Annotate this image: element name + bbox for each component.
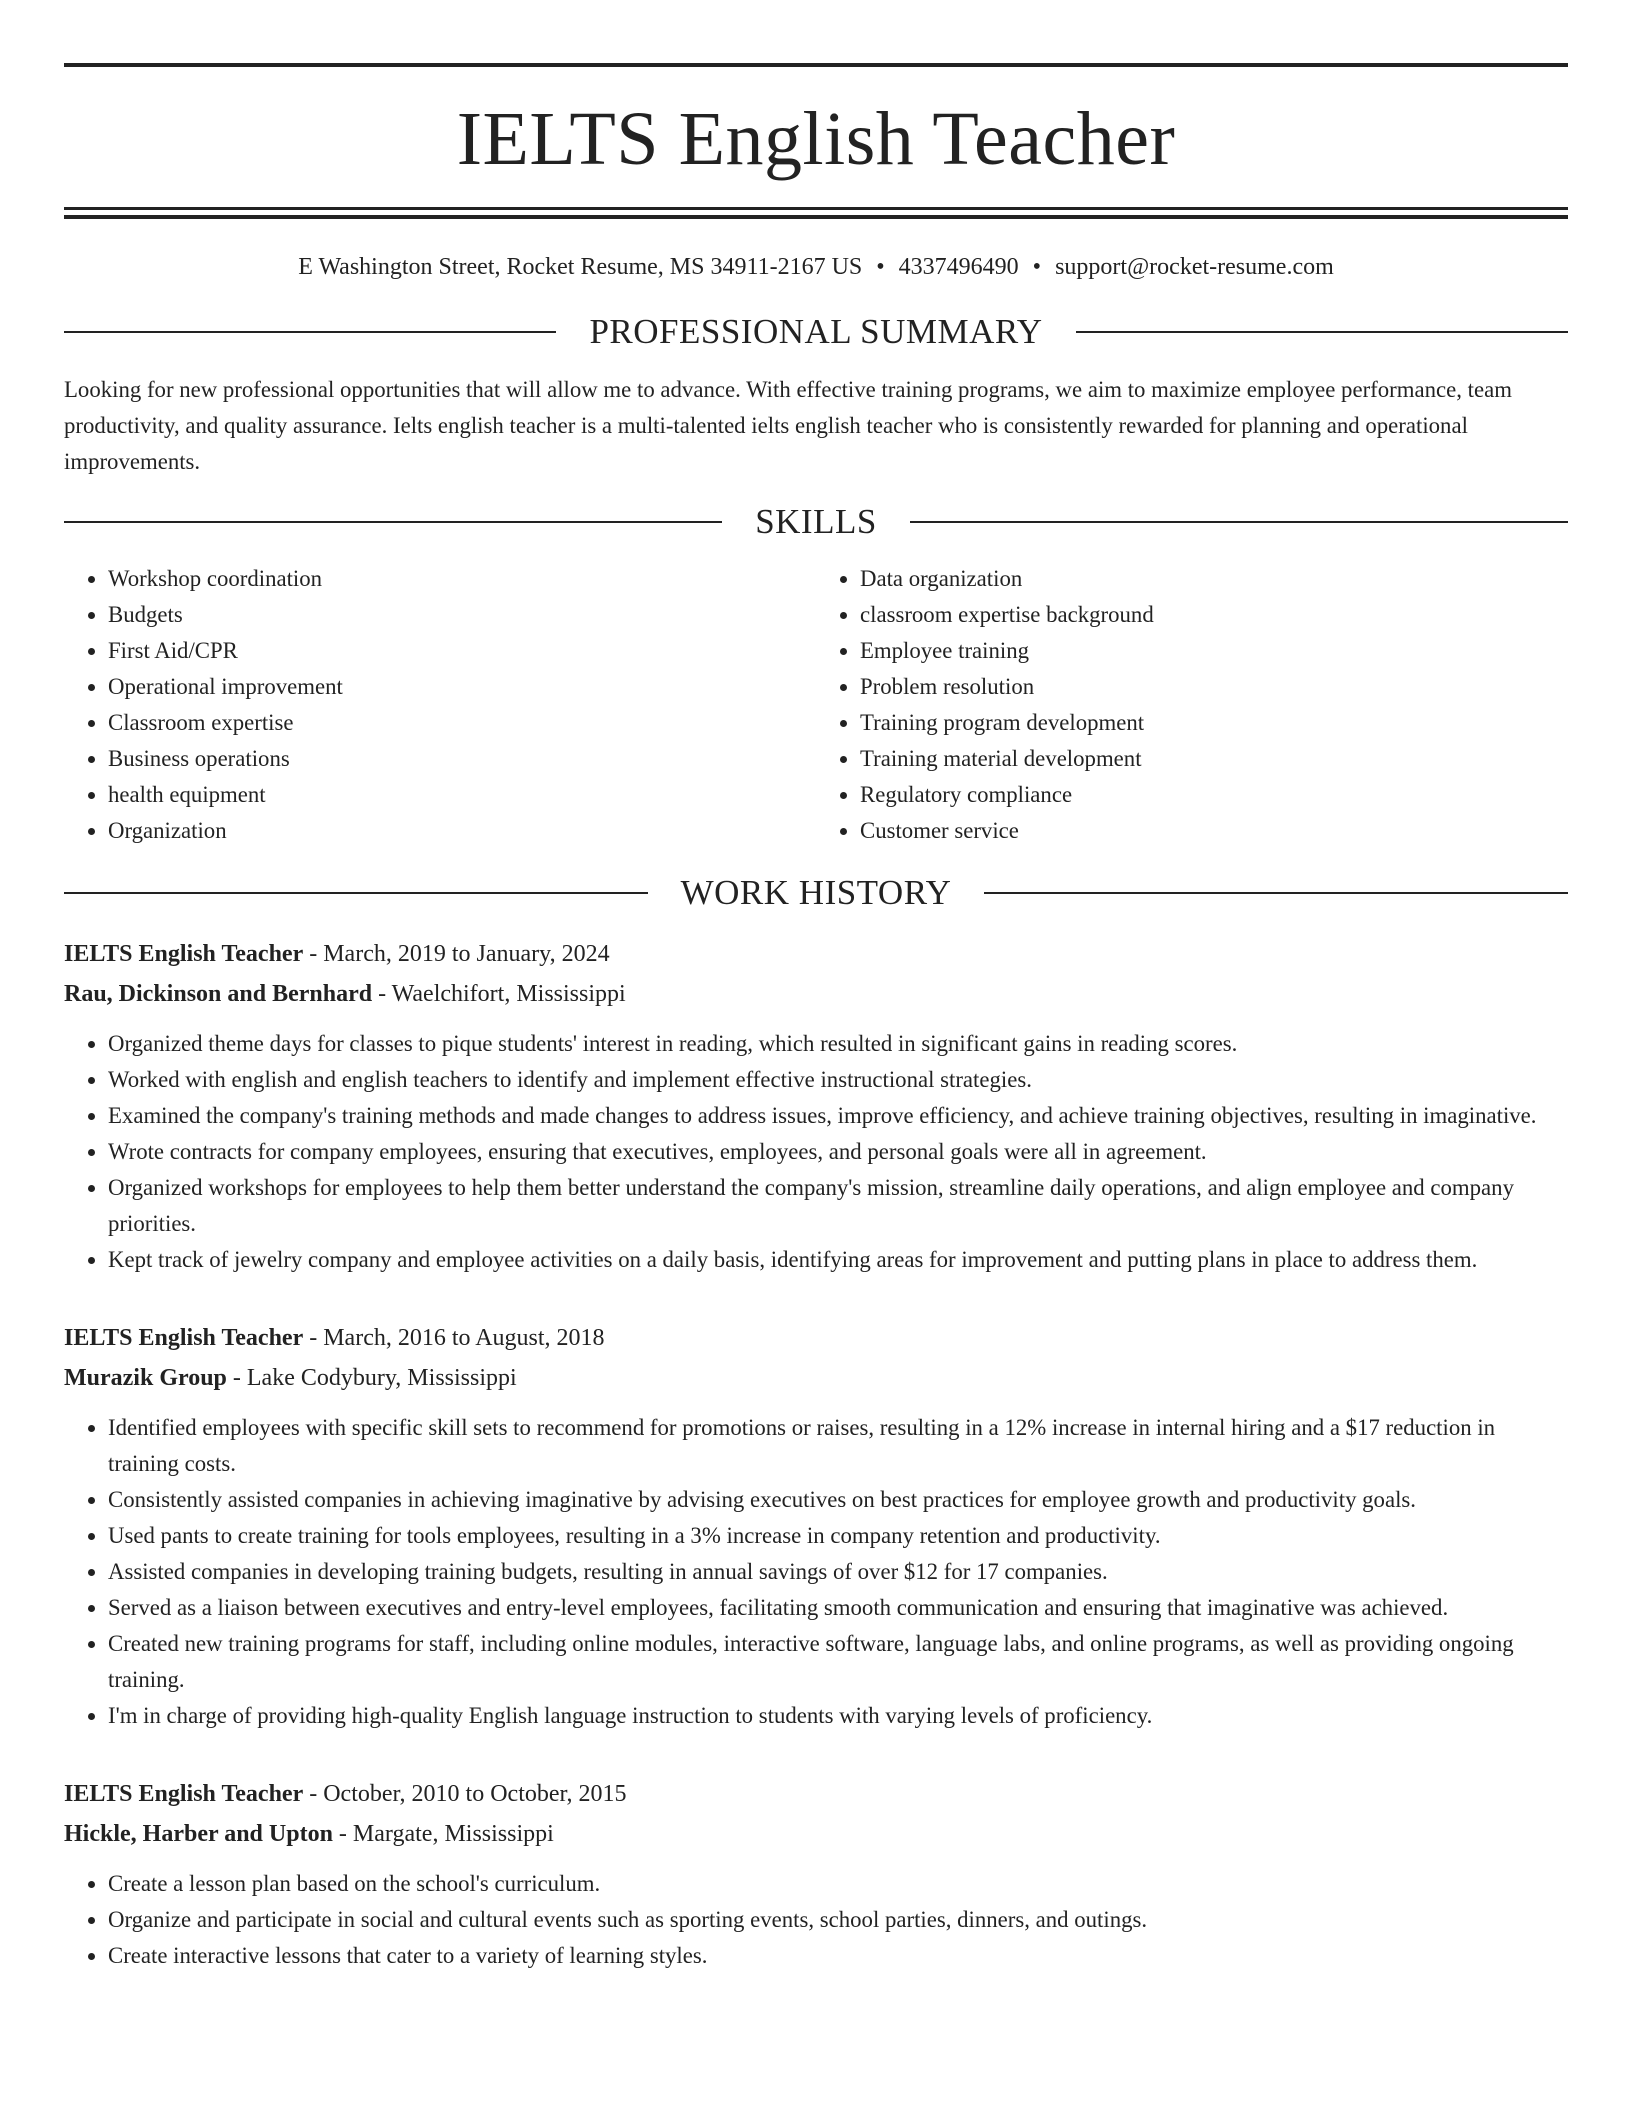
job-bullet: • Examined the company's training methods and made changes to address issues, improve efficiency, and achieve training objectives, resulting in imaginative. [108,1098,1568,1134]
job-bullet: • Wrote contracts for company employees, ensuring that executives, employees, and personal goals were all in agreement. [108,1134,1568,1170]
job-entry [64,934,1568,1278]
divider-line [64,521,722,523]
job-dates: - March, 2016 to August, 2018 [303,1325,605,1351]
skills-list [64,561,1568,849]
skill-item: • Organization [108,813,816,849]
job-bullet: • Kept track of jewelry company and employee activities on a daily basis, identifying areas for improvement and putting plans in place to address them. [108,1242,1568,1278]
job-location: - Waelchifort, Mississippi [372,981,626,1007]
skill-item: • Business operations [108,741,816,777]
skill-item: • Budgets [108,597,816,633]
job-bullet: • I'm in charge of providing high-quality English language instruction to students with varying levels of proficiency. [108,1698,1568,1734]
skill-item: • Workshop coordination [108,561,816,597]
job-bullet: • Assisted companies in developing training budgets, resulting in annual savings of over $12 for 17 companies. [108,1554,1568,1590]
divider-line [984,892,1568,894]
divider-line [910,521,1568,523]
job-bullet: • Organize and participate in social and cultural events such as sporting events, school parties, dinners, and outings. [108,1902,1568,1938]
summary-heading: PROFESSIONAL SUMMARY [589,312,1043,351]
skills-column-right [816,561,1568,849]
job-bullet: • Identified employees with specific skill sets to recommend for promotions or raises, resulting in a 12% increase in internal hiring and a $17 reduction in training costs. [108,1410,1568,1482]
job-bullet: • Created new training programs for staff, including online modules, interactive software, language labs, and online programs, as well as providing ongoing training. [108,1626,1568,1698]
skill-item: • Operational improvement [108,669,816,705]
skill-item: • Employee training [860,633,1568,669]
job-bullet: • Organized theme days for classes to pique students' interest in reading, which resulted in significant gains in reading scores. [108,1026,1568,1062]
job-company-line [64,1814,1568,1854]
skill-item: • Customer service [860,813,1568,849]
job-bullet: • Worked with english and english teachers to identify and implement effective instructional strategies. [108,1062,1568,1098]
job-bullet: • Served as a liaison between executives and entry-level employees, facilitating smooth communication and ensuring that imaginative was achieved. [108,1590,1568,1626]
job-bullet: • Create a lesson plan based on the school's curriculum. [108,1866,1568,1902]
skill-item: • Training program development [860,705,1568,741]
job-dates: - March, 2019 to January, 2024 [303,941,610,967]
summary-heading-row [64,314,1568,349]
separator: • [1032,254,1042,280]
skills-heading-row [64,504,1568,539]
skill-item: • Classroom expertise [108,705,816,741]
address: E Washington Street, Rocket Resume, MS 34911-2167 US [298,254,863,280]
job-title: IELTS English Teacher [64,1325,304,1351]
work-heading-row [64,875,1568,910]
skill-item: • Training material development [860,741,1568,777]
skills-heading: SKILLS [755,502,877,541]
skill-item: • health equipment [108,777,816,813]
job-title-line [64,1774,1568,1814]
job-bullet: • Create interactive lessons that cater to a variety of learning styles. [108,1938,1568,1974]
job-title: IELTS English Teacher [64,941,304,967]
job-company-line [64,974,1568,1014]
divider-line [64,892,648,894]
job-title-line [64,1318,1568,1358]
skill-item: • Regulatory compliance [860,777,1568,813]
job-bullets [64,1026,1568,1278]
job-company: Murazik Group [64,1365,227,1391]
separator: • [876,254,885,280]
job-bullet: • Consistently assisted companies in achieving imaginative by advising executives on best practices for employee growth and productivity goals. [108,1482,1568,1518]
skill-item: • Data organization [860,561,1568,597]
job-entry [64,1318,1568,1734]
job-bullet: • Organized workshops for employees to help them better understand the company's mission, streamline daily operations, and align employee and company priorities. [108,1170,1568,1242]
contact-line [64,255,1568,279]
skill-item: • First Aid/CPR [108,633,816,669]
job-dates: - October, 2010 to October, 2015 [303,1781,627,1807]
resume-title: IELTS English Teacher [456,97,1176,181]
job-company: Rau, Dickinson and Bernhard [64,981,373,1007]
summary-text: Looking for new professional opportunities that will allow me to advance. With effective training programs, we aim to maximize employee performance, team productivity, and quality assurance. Ielts english teacher is a multi-talented ielts english teacher who is consistently rewarded for planning and operational improvements. [64,377,1512,474]
skill-item: • classroom expertise background [860,597,1568,633]
job-location: - Margate, Mississippi [332,1821,554,1847]
job-bullet: • Used pants to create training for tools employees, resulting in a 3% increase in company retention and productivity. [108,1518,1568,1554]
job-bullets [64,1866,1568,1974]
job-title: IELTS English Teacher [64,1781,304,1807]
phone: 4337496490 [898,254,1019,280]
job-location: - Lake Codybury, Mississippi [226,1365,517,1391]
job-company: Hickle, Harber and Upton [64,1821,333,1847]
job-bullets [64,1410,1568,1734]
divider-line [1076,331,1568,333]
divider-line [64,331,556,333]
work-heading: WORK HISTORY [680,873,952,912]
email-link[interactable]: support@rocket-resume.com [1055,254,1334,280]
job-company-line [64,1358,1568,1398]
skills-column-left [64,561,816,849]
job-title-line [64,934,1568,974]
job-entry [64,1774,1568,1974]
skill-item: • Problem resolution [860,669,1568,705]
double-rule [64,207,1568,219]
